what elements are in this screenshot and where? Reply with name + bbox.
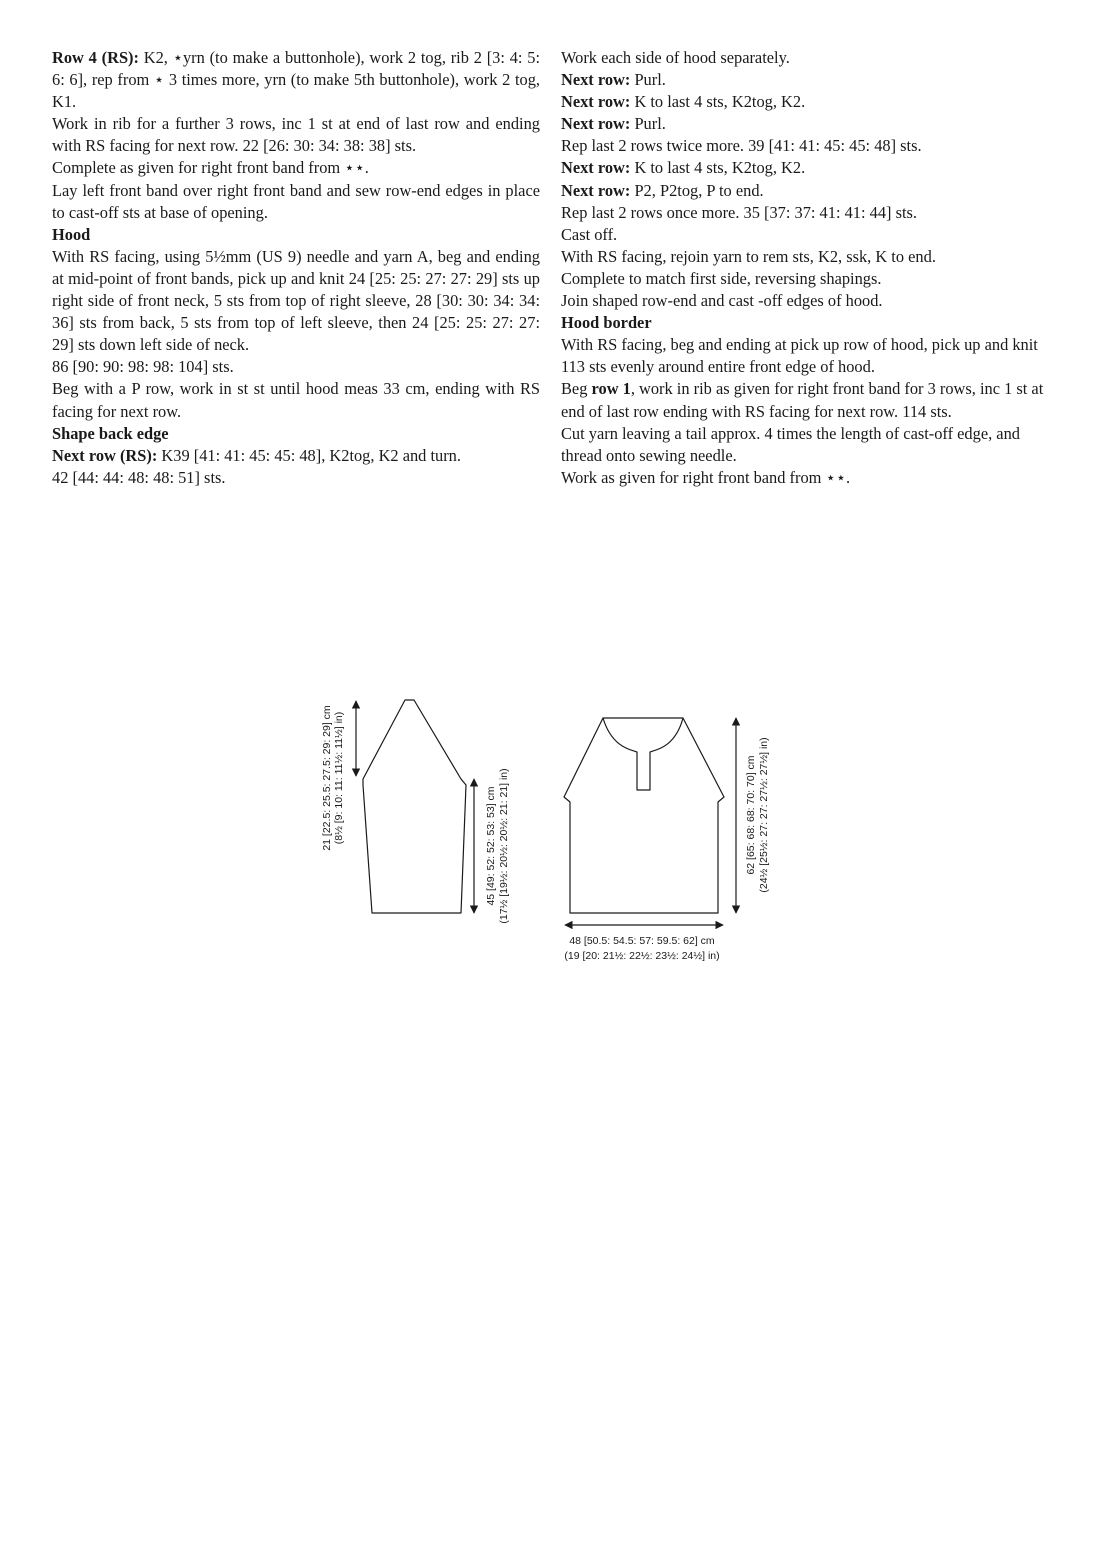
border-paragraph: With RS facing, beg and ending at pick up row of hood, pick up and knit 113 sts evenly around entire front edge of hood.	[561, 335, 1038, 377]
complete-paragraph: Complete as given for right front band from ⋆⋆.	[52, 158, 369, 178]
join-paragraph: Join shaped row-end and cast -off edges of hood.	[561, 291, 883, 311]
shape-back-edge-heading: Shape back edge	[52, 423, 169, 443]
next-row-1-text: Purl.	[630, 70, 666, 90]
work-each-side-paragraph: Work each side of hood separately.	[561, 48, 790, 67]
neckline	[603, 718, 683, 790]
sleeve-cap-cm: 21 [22.5: 25.5: 27.5: 29: 29] cm	[321, 705, 333, 851]
body-outline	[564, 718, 724, 913]
cut-yarn-paragraph: Cut yarn leaving a tail approx. 4 times the length of cast-off edge, and thread onto sewing needle.	[561, 423, 1020, 465]
beg-prefix: Beg	[561, 379, 592, 399]
next-row-rs-label: Next row (RS):	[52, 445, 158, 465]
next-row-3-label: Next row:	[561, 114, 631, 134]
sleeve-outline	[363, 700, 466, 913]
body-width-in: (19 [20: 21½: 22½: 23½: 24½] in)	[564, 950, 720, 962]
rep-twice-paragraph: Rep last 2 rows twice more. 39 [41: 41: 45: 45: 48] sts.	[561, 136, 922, 156]
sleeve-cap-in: (8½ [9: 10: 11: 11½: 11½] in)	[333, 711, 345, 845]
cast-off-paragraph: Cast off.	[561, 224, 618, 244]
work-as-given-paragraph: Work as given for right front band from ⋆⋆.	[561, 467, 851, 487]
next-row-1-label: Next row:	[561, 70, 631, 90]
row4-text: K2, ⋆yrn (to make a buttonhole), work 2 tog, rib 2 [3: 4: 5: 6: 6], rep from ⋆ 3 times more, yrn (to make 5th buttonhole), work 2 tog, K1.	[52, 48, 540, 112]
next-row-3-text: Purl.	[630, 114, 666, 134]
rib-paragraph: Work in rib for a further 3 rows, inc 1 st at end of last row and ending with RS facing for next row. 22 [26: 30: 34: 38: 38] sts.	[52, 114, 540, 156]
row4-label: Row 4 (RS):	[52, 48, 139, 67]
beg-paragraph: Beg with a P row, work in st st until hood meas 33 cm, ending with RS facing for next row.	[52, 379, 540, 421]
lay-paragraph: Lay left front band over right front band and sew row-end edges in place to cast-off sts at base of opening.	[52, 180, 540, 222]
body-length-label	[745, 737, 770, 892]
sleeve-length-in: (17½ [19½: 20½: 20½: 21: 21] in)	[498, 768, 510, 924]
hood-border-heading: Hood border	[561, 313, 652, 333]
sleeve-length-label	[485, 768, 510, 923]
next-row-rs-text: K39 [41: 41: 45: 45: 48], K2tog, K2 and turn.	[157, 445, 461, 465]
body-width-cm: 48 [50.5: 54.5: 57: 59.5: 62] cm	[569, 935, 715, 947]
stitch-count-42: 42 [44: 44: 48: 48: 51] sts.	[52, 467, 226, 487]
body-length-in: (24½ [25½: 27: 27: 27½: 27½] in)	[758, 737, 770, 893]
next-row-4-label: Next row:	[561, 158, 631, 178]
beg-row1-bold: row 1	[591, 379, 631, 399]
beg-rest: , work in rib as given for right front band for 3 rows, inc 1 st at end of last row ending with RS facing for next row. 114 sts.	[561, 379, 1044, 421]
rejoin-paragraph: With RS facing, rejoin yarn to rem sts, K2, ssk, K to end.	[561, 246, 936, 266]
next-row-2-label: Next row:	[561, 92, 631, 112]
next-row-5-label: Next row:	[561, 180, 631, 200]
sleeve-length-cm: 45 [49: 52: 52: 53: 53] cm	[485, 786, 497, 906]
next-row-5-text: P2, P2tog, P to end.	[630, 180, 764, 200]
hood-paragraph: With RS facing, using 5½mm (US 9) needle and yarn A, beg and ending at mid-point of front bands, pick up and knit 24 [25: 25: 27: 27: 29] sts up right side of front neck, 5 sts from top of right sleeve, 28 [30: 30: 34: 34: 36] sts from back, 5 sts from top of left sleeve, then 24 [25: 25: 27: 27: 29] sts down left side of neck.	[52, 246, 540, 355]
next-row-4-text: K to last 4 sts, K2tog, K2.	[630, 158, 806, 178]
next-row-2-text: K to last 4 sts, K2tog, K2.	[630, 92, 806, 112]
match-paragraph: Complete to match first side, reversing shapings.	[561, 268, 882, 288]
body-length-cm: 62 [65: 68: 68: 70: 70] cm	[745, 755, 757, 875]
sleeve-cap-label	[321, 705, 345, 851]
hood-heading: Hood	[52, 224, 91, 244]
stitch-count-86: 86 [90: 90: 98: 98: 104] sts.	[52, 357, 234, 377]
rep-once-paragraph: Rep last 2 rows once more. 35 [37: 37: 41: 41: 44] sts.	[561, 202, 918, 222]
